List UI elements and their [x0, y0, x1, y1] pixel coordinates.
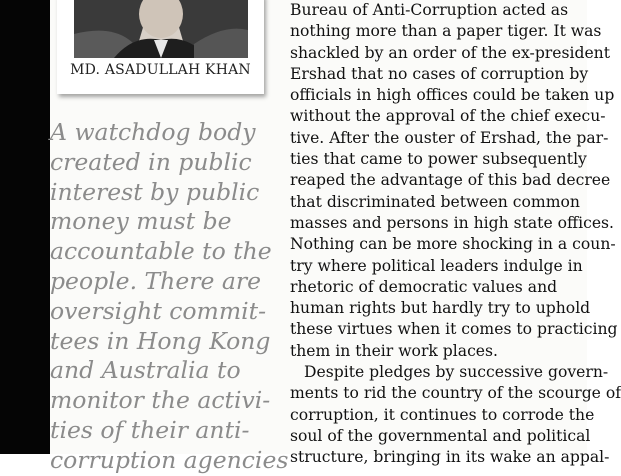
author-photo-frame	[57, 0, 264, 94]
article-line: shackled by an order of the ex-president	[290, 43, 610, 62]
author-photo-caption: MD. ASADULLAH KHAN	[70, 62, 251, 78]
pull-quote-line: A watchdog body	[50, 118, 256, 146]
newspaper-page	[50, 0, 621, 474]
article-line: rhetoric of democratic values and	[290, 277, 558, 296]
article-line: Bureau of Anti-Corruption acted as	[290, 1, 569, 19]
pull-quote-line: created in public	[50, 147, 252, 176]
pull-quote-line: and Australia to	[50, 356, 241, 385]
article-line: nothing more than a paper tiger. It was	[290, 22, 602, 41]
pull-quote-line: accountable to the	[50, 237, 272, 266]
article-line: masses and persons in high state offices.	[290, 213, 615, 232]
article-line: ments to rid the country of the scourge of	[290, 384, 621, 403]
article-line: these virtues when it comes to practicing	[290, 320, 618, 339]
article-line: corruption, it continues to corrode the	[290, 405, 595, 424]
author-photo	[74, 0, 248, 58]
article-line: ties that came to power subsequently	[290, 150, 587, 169]
article-body-column	[290, 0, 621, 469]
pull-quote-line: corruption agencies	[50, 445, 289, 474]
left-dark-margin	[0, 0, 50, 454]
article-line: that discriminated between common	[290, 192, 580, 211]
pull-quote-line: tees in Hong Kong	[50, 326, 271, 355]
article-line: officials in high offices could be taken up	[290, 86, 615, 105]
pull-quote-line: people. There are	[50, 266, 261, 295]
pull-quote-line: oversight commit-	[50, 296, 267, 325]
article-line: tive. After the ouster of Ershad, the par-	[290, 128, 609, 147]
pull-quote-line: ties of their anti-	[50, 415, 250, 444]
article-line: soul of the governmental and political	[290, 426, 591, 445]
article-line: reaped the advantage of this bad decree	[290, 171, 611, 190]
article-line: Despite pledges by successive govern-	[304, 363, 609, 382]
pull-quote-line: monitor the activi-	[50, 386, 271, 415]
pull-quote	[50, 118, 289, 476]
article-line: structure, bringing in its wake an appal-	[290, 448, 610, 467]
article-line: without the approval of the chief execu-	[290, 107, 606, 126]
article-line: human rights but hardly try to uphold	[290, 299, 591, 318]
pull-quote-line: money must be	[50, 207, 232, 236]
article-line: Nothing can be more shocking in a coun-	[290, 235, 616, 254]
article-line: them in their work places.	[290, 341, 498, 360]
pull-quote-line: interest by public	[50, 177, 260, 206]
article-line: try where political leaders indulge in	[290, 256, 583, 275]
author-portrait-image	[74, 0, 248, 58]
article-line: Ershad that no cases of corruption by	[290, 64, 589, 83]
